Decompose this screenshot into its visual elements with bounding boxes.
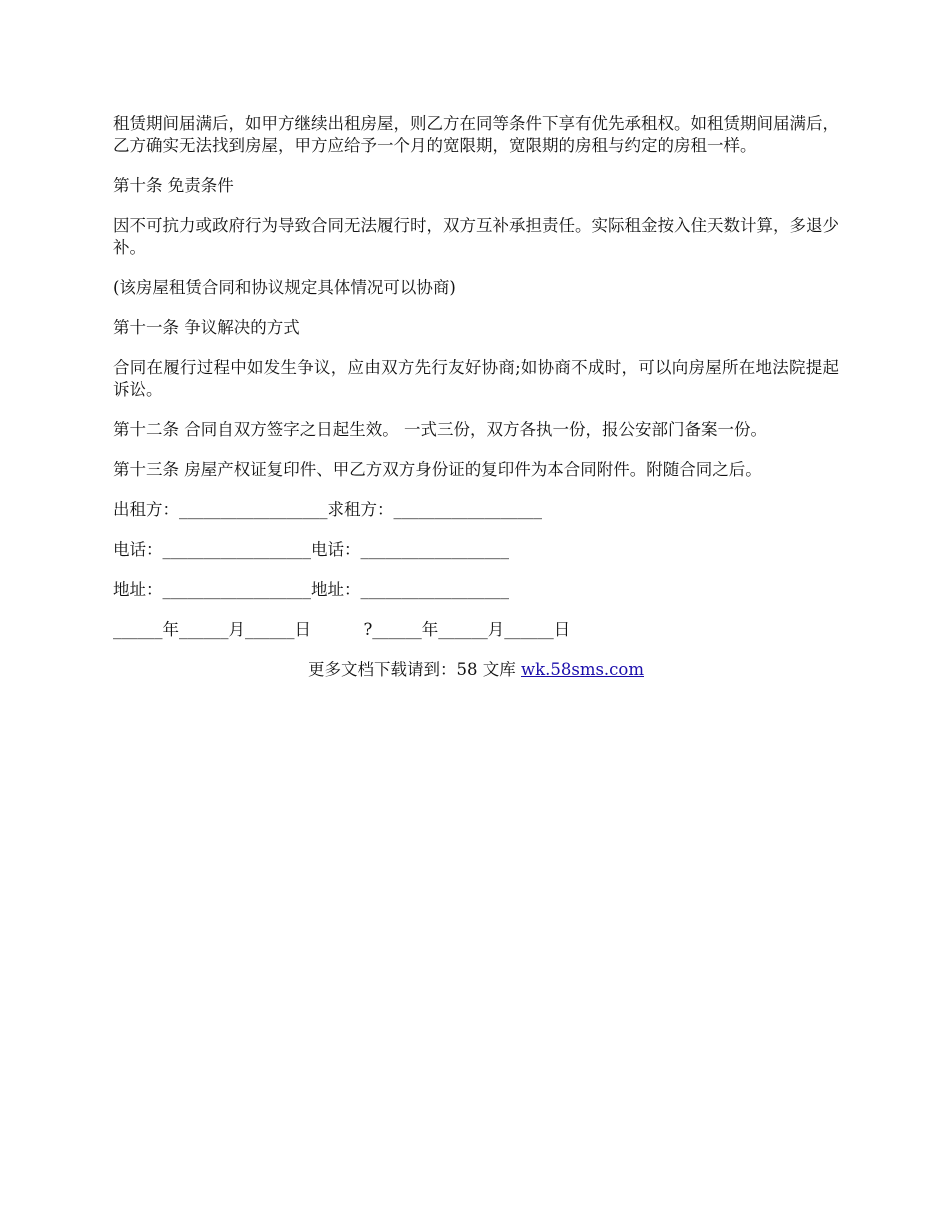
heading-article-11: 第十一条 争议解决的方式 xyxy=(113,318,300,337)
paragraph-negotiation-note: (该房屋租赁合同和协议规定具体情况可以协商) xyxy=(113,278,456,297)
document-page xyxy=(113,113,839,681)
paragraph-lease-renewal: 租赁期间届满后，如甲方继续出租房屋，则乙方在同等条件下享有优先承租权。如租赁期间届满后，乙方确实无法找到房屋，甲方应给予一个月的宽限期，宽限期的房租与约定的房租一样。 xyxy=(113,114,839,155)
paragraph-article-12: 第十二条 合同自双方签字之日起生效。 一式三份，双方各执一份，报公安部门备案一份。 xyxy=(113,420,767,439)
footer-text: 更多文档下载请到：58 文库 xyxy=(307,660,521,679)
signature-lessor-line: 出租方：__________________求租方：__________________ xyxy=(113,500,542,519)
signature-address-line: 地址：__________________地址：__________________ xyxy=(113,580,509,599)
paragraph-article-13: 第十三条 房屋产权证复印件、甲乙方双方身份证的复印件为本合同附件。附随合同之后。 xyxy=(113,460,762,479)
heading-article-10: 第十条 免责条件 xyxy=(113,176,234,195)
signature-phone-line: 电话：__________________电话：__________________ xyxy=(113,540,509,559)
paragraph-force-majeure: 因不可抗力或政府行为导致合同无法履行时，双方互补承担责任。实际租金按入住天数计算，多退少补。 xyxy=(113,216,839,257)
footer-link[interactable]: wk.58sms.com xyxy=(520,660,644,679)
paragraph-dispute-resolution: 合同在履行过程中如发生争议，应由双方先行友好协商;如协商不成时，可以向房屋所在地法院提起诉讼。 xyxy=(113,358,839,399)
download-footer xyxy=(113,659,839,681)
signature-date-line: ______年______月______日 ?______年______月______日 xyxy=(113,620,571,639)
